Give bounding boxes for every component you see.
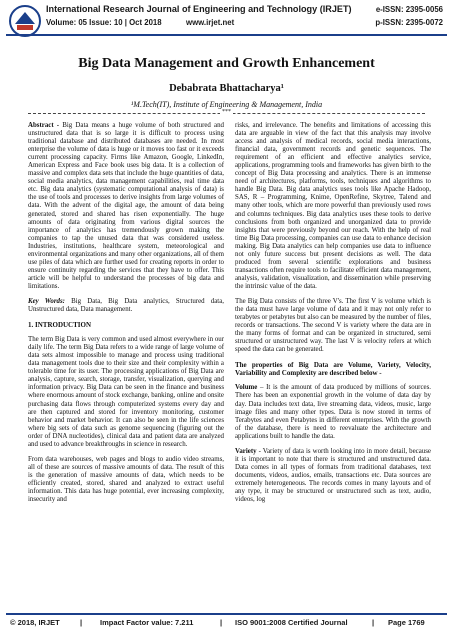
p-issn: p-ISSN: 2395-0072 <box>375 18 443 27</box>
journal-website[interactable]: www.irjet.net <box>186 18 235 27</box>
volume-paragraph <box>235 384 431 440</box>
variety-paragraph <box>235 448 431 504</box>
author-affiliation: ¹M.Tech(IT), Institute of Engineering & Management, India <box>130 100 323 109</box>
volume-text: – It is the amount of data produced by millions of sources. There has been an exponential growth in the volume of data day by day. Data includes text data, live streaming data, videos, music, large image files and many other types. Data is now stored in terms of Terabytes and even Petabytes in different enterprises. With the growth of the database, there is need to reevaluate the architecture and applications built to handle the data. <box>235 384 431 440</box>
abstract <box>28 122 224 291</box>
body-paragraph-2: The Big Data consists of the three V's. The first V is volume which is the data must have large volume of data and it may not only refer to terabytes or petabytes but also can be measured by the number of files, records or transactions. The second V is variety where the data are in the many forms of format and can be organized in structured, semi structured or unstructured way. The last V is velocity refers at which speed the data can be generated. <box>235 297 431 354</box>
divider-stars: *** <box>222 109 231 115</box>
footer-separator: | <box>372 618 375 627</box>
footer-separator: | <box>220 618 223 627</box>
footer-impact-factor: Impact Factor value: 7.211 <box>100 618 194 627</box>
keywords-text: Big Data, Big Data analytics, Structured data, Unstructured data, Data management. <box>28 297 224 314</box>
footer-rule <box>6 613 447 615</box>
footer-iso: ISO 9001:2008 Certified Journal <box>235 618 348 627</box>
irjet-logo-icon <box>8 4 42 38</box>
header-rule <box>6 34 447 36</box>
paper-title: Big Data Management and Growth Enhancement <box>78 56 375 71</box>
variety-text: - Variety of data is worth looking into in more detail, because it is important to note that there is structured and unstructured data. Data comes in all types of formats from traditional databases, text documents, videos, audios, emails, transactions etc. Data sources are extremely heterogeneous. The records comes in many layouts and of any type, it may be structured or unstructured such as text, audio, videos, log <box>235 447 431 504</box>
journal-header <box>0 0 453 44</box>
variety-label: Variety <box>235 447 257 455</box>
page-number: Page 1769 <box>388 618 425 627</box>
abstract-label: Abstract - <box>28 122 60 129</box>
keywords-label: Key Words: <box>28 297 65 305</box>
volume-issue: Volume: 05 Issue: 10 | Oct 2018 <box>46 18 162 27</box>
abstract-text: Big Data means a huge volume of both structured and unstructured data that is so large it is difficult to process using traditional database and distributed databases are needed. In most enterprise the volume of data is huge or it moves too fast or it exceeds current processing capacity. Firms like Amazon, Google, LinkedIn, American Express and Face book uses big data. It is a collection of massive and complex data sets that include the huge quantities of data, social media analytics, data management capabilities, real time data etc. Big data analytics (systematic computational analysis of data) is the use of tools and processes to derive insights from large volumes of data. With the advent of the digital age, the amount of data being generated, stored and shared has risen exponentially. The huge amounts of data originating from various digital sources the importance of analytics has tremendously grown making the companies to tap the unused data that was considered useless. Industries, institutions, healthcare system, meteorological and environmental organizations and many other organizations, all of them use piles of data which are further used for creating reports in order to ensure continuity regarding the services that they have to offer. This article will be helpful to understand the processes of big data and limitations. <box>28 122 224 290</box>
introduction-heading: 1. INTRODUCTION <box>28 321 92 330</box>
introduction-paragraph-1: The term Big Data is very common and used almost everywhere in our daily life. The term Big Data refers to a wide range of large volume of data sets almost impossible to manage and process using traditional data management tools due to their size and their complexity within a tolerable time for its user. The processing applications of Big Data are analysis, capture, search, storage, transfer, visualization, querying and information privacy. Big Data can be seen in the finance and business where enormous amount of stock exchange, banking, online and onsite purchasing data flows through computerized systems every day and are then captured and stored for inventory monitoring, customer behavior and market behavior. It can also be seen in the life sciences where big sets of data such as genome sequencing (figuring out the order of DNA nucleotides), clinical data and patient data are analyzed and used to advance breakthroughs in science in research. <box>28 336 224 448</box>
introduction-paragraph-2: From data warehouses, web pages and blogs to audio video streams, all of these are sources of massive amounts of data. The result of this is the generation of massive amounts of data, which needs to be efficiently created, stored, shared and analyzed to extract useful information. This data has huge potential, ever increasing complexity, insecurity and <box>28 455 224 504</box>
footer-copyright: © 2018, IRJET <box>10 618 60 627</box>
keywords <box>28 298 224 314</box>
footer-separator: | <box>80 618 83 627</box>
volume-label: Volume <box>235 384 258 392</box>
right-column <box>235 122 431 511</box>
paper-author: Debabrata Bhattacharya¹ <box>169 83 284 94</box>
properties-heading: The properties of Big Data are Volume, Variety, Velocity, Variability and Complexity are described below - <box>235 361 431 378</box>
body-paragraph-1: risks, and irrelevance. The benefits and limitations of accessing this data are arguable in view of the fact that this analysis may involve access and analysis of medical records, social media interactions, financial data, government records and genetic sequences. The requirement of an efficient and effective analytics service, applications, programming tools and frameworks has given birth to the concept of Big Data processing and analytics. There is an immense need of architectures, platforms, tools, techniques and algorithms to handle Big Data. Big data analytics uses tools like Apache Hadoop, SAS, R – Programming, Knime, OpenRefine, Skytree, Talend and many other tools, which are more powerful than previously used rows and columns techniques. Big data analytics uses these tools to derive conclusions from both organized and unorganized data to provide insights that were previously beyond our reach. With the help of real time Big Data processing, companies can use data to enhance decision making. Big Data analytics can help companies use data to influence not only future success but present decisions as well. The data produced from several scientific explorations and business transactions often require tools to facilitate efficient data management, analysis, validation, visualization, and dissemination while preserving the intrinsic value of the data. <box>235 122 431 290</box>
e-issn: e-ISSN: 2395-0056 <box>375 5 443 14</box>
journal-name: International Research Journal of Engineering and Technology (IRJET) <box>46 4 352 14</box>
left-column <box>28 122 224 511</box>
